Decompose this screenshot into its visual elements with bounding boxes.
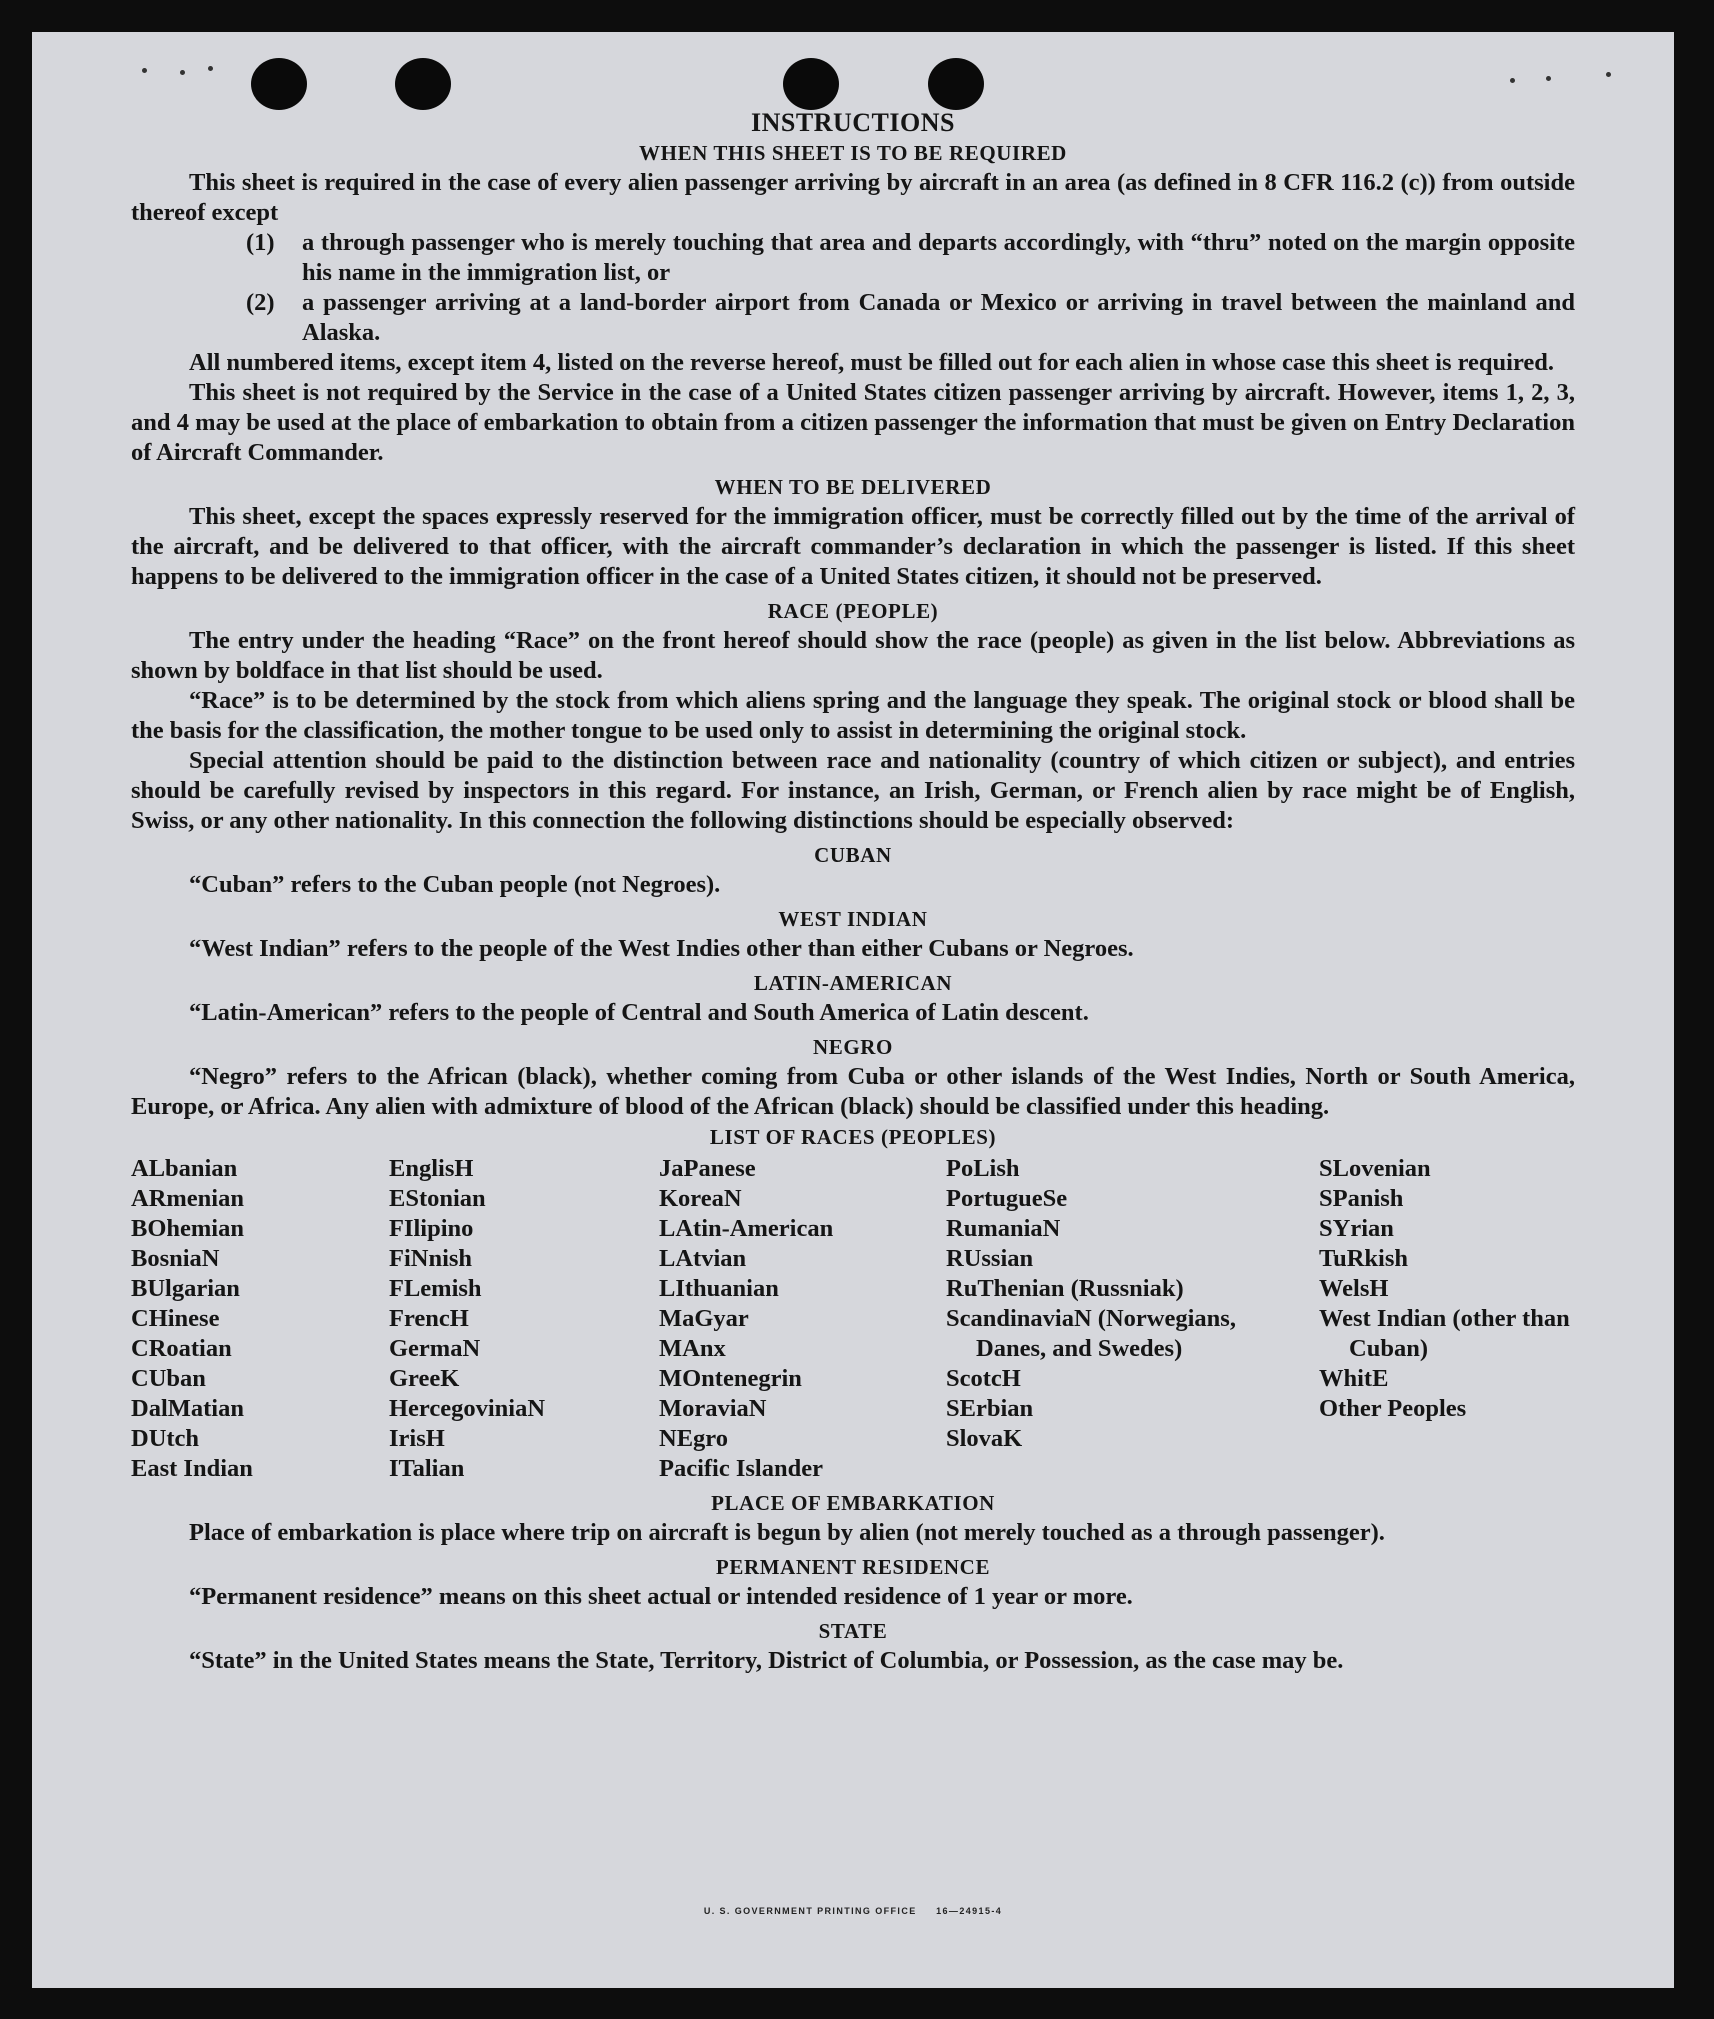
race-entry: EnglisH: [389, 1155, 474, 1182]
punch-hole-4: [928, 58, 984, 110]
place-of-embarkation-text: Place of embarkation is place where trip on aircraft is begun by alien (not merely touched as a through passenger).: [189, 1519, 1385, 1546]
punch-hole-1: [251, 58, 307, 110]
heading-negro: NEGRO: [812, 1035, 893, 1059]
item-text: a through passenger who is merely touching that area and departs accordingly, with “thru” noted on the margin opposite his name in the immigration list, or: [302, 229, 1575, 286]
race-entry: PortugueSe: [946, 1185, 1068, 1212]
race-entry: SYrian: [1319, 1215, 1394, 1242]
speck: [180, 70, 185, 75]
punch-hole-3: [783, 58, 839, 110]
race-entry: TuRkish: [1319, 1245, 1409, 1272]
latin-american-text: “Latin-American” refers to the people of Central and South America of Latin descent.: [189, 999, 1089, 1026]
race-entry: ScotcH: [946, 1365, 1021, 1392]
race-column-5: [1319, 1154, 1575, 1484]
instructions-content: [131, 106, 1575, 1676]
race-entry: GermaN: [389, 1335, 481, 1362]
punch-hole-2: [395, 58, 451, 110]
cuban-text: “Cuban” refers to the Cuban people (not Negroes).: [189, 871, 721, 898]
heading-cuban: CUBAN: [814, 843, 892, 867]
race-entry: RumaniaN: [946, 1215, 1061, 1242]
race-column-3: [659, 1154, 946, 1484]
item-text: a passenger arriving at a land-border airport from Canada or Mexico or arriving in travel between the mainland and Alaska.: [302, 289, 1575, 346]
speck: [1606, 72, 1611, 77]
race-entry: SErbian: [946, 1395, 1034, 1422]
heading-when-delivered: WHEN TO BE DELIVERED: [714, 475, 992, 499]
heading-when-required: WHEN THIS SHEET IS TO BE REQUIRED: [639, 141, 1067, 165]
race-entry: BOhemian: [131, 1215, 244, 1242]
race-entry: MaGyar: [659, 1305, 749, 1332]
race-entry: MAnx: [659, 1335, 726, 1362]
negro-text: “Negro” refers to the African (black), whether coming from Cuba or other islands of the West Indies, North or South America, Europe, or Africa. Any alien with admixture of blood of the African (black) should be classified under this heading.: [131, 1063, 1575, 1120]
document-sheet: [32, 32, 1674, 1988]
race-entry: LIthuanian: [659, 1275, 779, 1302]
race-entry: Pacific Islander: [659, 1455, 823, 1482]
race-entry: BUlgarian: [131, 1275, 240, 1302]
exception-item-2: [246, 288, 1575, 348]
race-entry: WhitE: [1319, 1365, 1389, 1392]
when-delivered-text: This sheet, except the spaces expressly reserved for the immigration officer, must be correctly filled out by the time of the arrival of the aircraft, and be delivered to that officer, with the aircraft commander’s declaration in which the passenger is listed. If this sheet happens to be delivered to the immigration officer in the case of a United States citizen, it should not be preserved.: [131, 503, 1575, 590]
speck: [208, 66, 213, 71]
state-text: “State” in the United States means the State, Territory, District of Columbia, or Possession, as the case may be.: [189, 1647, 1344, 1674]
heading-west-indian: WEST INDIAN: [778, 907, 928, 931]
race-entry: Other Peoples: [1319, 1395, 1467, 1422]
heading-race: RACE (PEOPLE): [767, 599, 939, 623]
race-para-2: “Race” is to be determined by the stock from which aliens spring and the language they speak. The original stock or blood shall be the basis for the classification, the mother tongue to be used only to assist in determining the original stock.: [131, 687, 1575, 744]
race-entry: ScandinaviaN (Norwegians, Danes, and Swedes): [946, 1305, 1236, 1362]
race-entry: ARmenian: [131, 1185, 244, 1212]
race-entry: FrencH: [389, 1305, 469, 1332]
race-entry: JaPanese: [659, 1155, 756, 1182]
race-para-3: Special attention should be paid to the distinction between race and nationality (country of which citizen or subject), and entries should be carefully revised by inspectors in this regard. For instance, an Irish, German, or French alien by race might be of English, Swiss, or any other nationality. In this connection the following distinctions should be especially observed:: [131, 747, 1575, 834]
speck: [1546, 76, 1551, 81]
race-entry: LAtvian: [659, 1245, 747, 1272]
race-entry: East Indian: [131, 1455, 253, 1482]
race-entry: NEgro: [659, 1425, 728, 1452]
permanent-residence-text: “Permanent residence” means on this sheet actual or intended residence of 1 year or more.: [189, 1583, 1133, 1610]
race-entry: ALbanian: [131, 1155, 238, 1182]
race-entry: CRoatian: [131, 1335, 232, 1362]
race-entry: FIlipino: [389, 1215, 474, 1242]
west-indian-text: “West Indian” refers to the people of the West Indies other than either Cubans or Negroes.: [189, 935, 1134, 962]
race-entry: SlovaK: [946, 1425, 1023, 1452]
race-entry: SPanish: [1319, 1185, 1404, 1212]
race-entry: FiNnish: [389, 1245, 473, 1272]
race-entry: PoLish: [946, 1155, 1020, 1182]
race-list: [131, 1154, 1575, 1484]
race-entry: GreeK: [389, 1365, 460, 1392]
when-required-intro: This sheet is required in the case of every alien passenger arriving by aircraft in an area (as defined in 8 CFR 116.2 (c)) from outside thereof except: [131, 169, 1575, 226]
race-entry: CUban: [131, 1365, 206, 1392]
speck: [1510, 78, 1515, 83]
item-number: (1): [246, 229, 275, 256]
race-entry: SLovenian: [1319, 1155, 1431, 1182]
race-entry: HercegoviniaN: [389, 1395, 546, 1422]
when-required-para-3: This sheet is not required by the Service in the case of a United States citizen passenger arriving by aircraft. However, items 1, 2, 3, and 4 may be used at the place of embarkation to obtain from a citizen passenger the information that must be given on Entry Declaration of Aircraft Commander.: [131, 379, 1575, 466]
race-column-1: [131, 1154, 389, 1484]
item-number: (2): [246, 289, 275, 316]
race-entry: MoraviaN: [659, 1395, 767, 1422]
heading-list-of-races: LIST OF RACES (PEOPLES): [709, 1125, 997, 1149]
race-column-4: [946, 1154, 1319, 1484]
race-entry: ITalian: [389, 1455, 465, 1482]
heading-latin-american: LATIN-AMERICAN: [753, 971, 953, 995]
race-entry: LAtin-American: [659, 1215, 834, 1242]
page-title: INSTRUCTIONS: [751, 108, 955, 137]
race-column-2: [389, 1154, 659, 1484]
race-entry: KoreaN: [659, 1185, 742, 1212]
race-entry: DUtch: [131, 1425, 200, 1452]
printing-office-footer: U. S. GOVERNMENT PRINTING OFFICE 16—24915-4: [703, 1906, 1003, 1916]
race-entry: MOntenegrin: [659, 1365, 802, 1392]
heading-place-of-embarkation: PLACE OF EMBARKATION: [711, 1491, 995, 1515]
race-entry: EStonian: [389, 1185, 486, 1212]
heading-state: STATE: [818, 1619, 888, 1643]
when-required-para-2: All numbered items, except item 4, listed on the reverse hereof, must be filled out for each alien in whose case this sheet is required.: [189, 349, 1555, 376]
race-entry: WelsH: [1319, 1275, 1389, 1302]
race-entry: FLemish: [389, 1275, 482, 1302]
heading-permanent-residence: PERMANENT RESIDENCE: [715, 1555, 991, 1579]
race-entry: RuThenian (Russniak): [946, 1275, 1184, 1302]
race-entry: RUssian: [946, 1245, 1034, 1272]
race-entry: West Indian (other than Cuban): [1319, 1305, 1570, 1362]
race-entry: DalMatian: [131, 1395, 244, 1422]
race-para-1: The entry under the heading “Race” on the front hereof should show the race (people) as given in the list below. Abbreviations as shown by boldface in that list should be used.: [131, 627, 1575, 684]
exception-item-1: [246, 228, 1575, 288]
race-entry: CHinese: [131, 1305, 220, 1332]
speck: [142, 68, 147, 73]
race-entry: IrisH: [389, 1425, 445, 1452]
race-entry: BosniaN: [131, 1245, 220, 1272]
